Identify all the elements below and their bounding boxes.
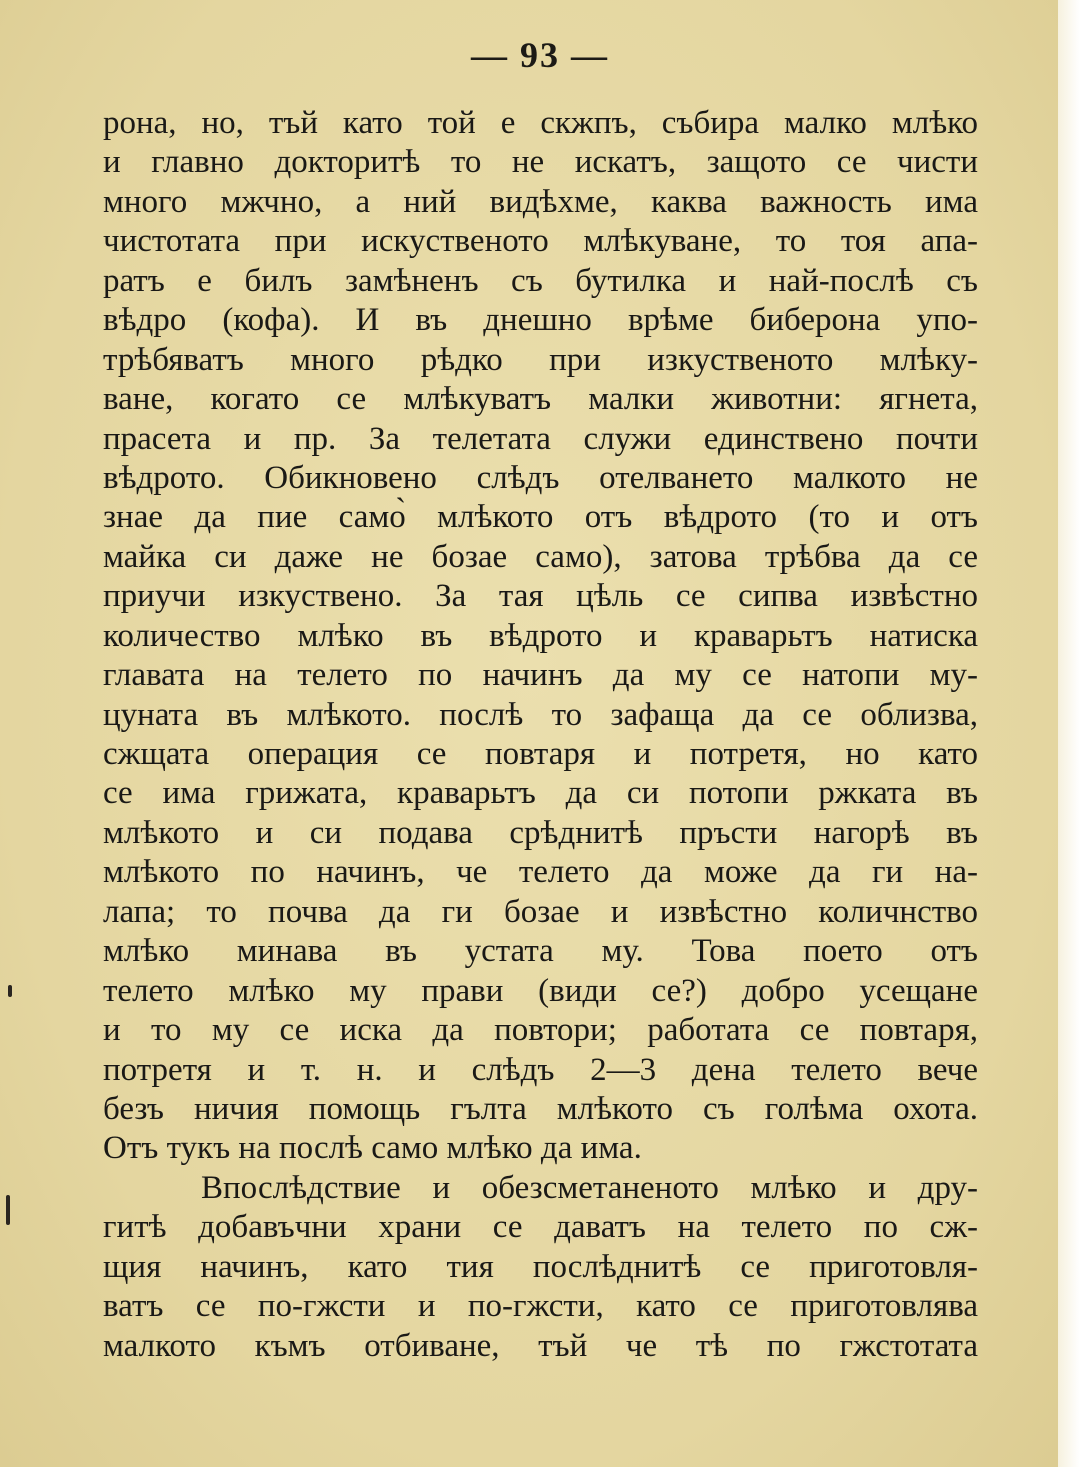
text-line: чистотата при искуственото млѣкуване, то тоя апа- (103, 223, 978, 260)
text-line: много мжчно, а ний видѣхме, каква важность има (103, 183, 978, 220)
text-line: ватъ се по-гжсти и по-гжсти, като се приготовлява (103, 1288, 978, 1325)
text-line: знае да пие само̀ млѣкото отъ вѣдрото (то и отъ (103, 499, 978, 536)
text-line: млѣкото по начинъ, че телето да може да ги на- (103, 854, 978, 891)
text-line: ратъ е билъ замѣненъ съ бутилка и най-послѣ съ (103, 262, 978, 299)
text-line: щия начинъ, като тия послѣднитѣ се приготовля- (103, 1248, 978, 1285)
text-line: количество млѣко въ вѣдрото и краварьтъ натиска (103, 617, 978, 654)
text-line: гитѣ добавъчни храни се даватъ на телето по сж- (103, 1209, 978, 1246)
text-line: вѣдро (кофа). И въ днешно врѣме биберона упо- (103, 302, 978, 339)
text-line: главата на телето по начинъ да му се натопи му- (103, 657, 978, 694)
text-line: лапа; то почва да ги бозае и извѣстно количнство (103, 893, 978, 930)
text-line: безъ ничия помощь гълта млѣкото съ голѣма охота. (103, 1090, 978, 1127)
text-line: малкото къмъ отбиване, тъй че тѣ по гжстотата (103, 1327, 978, 1364)
paragraph-start-line: Впослѣдствие и обезсметаненото млѣко и дру- (201, 1169, 978, 1206)
text-line: се има грижата, краварьтъ да си потопи ржката въ (103, 775, 978, 812)
text-line: ване, когато се млѣкуватъ малки животни: ягнета, (103, 381, 978, 418)
text-line: трѣбяватъ много рѣдко при изкуственото млѣку- (103, 341, 978, 378)
text-line: приучи изкуствено. За тая цѣль се сипва извѣстно (103, 578, 978, 615)
text-line: и то му се иска да повтори; работата се повтаря, (103, 1012, 978, 1049)
text-line: вѣдрото. Обикновено слѣдъ отелването малкото не (103, 459, 978, 496)
text-line: цуната въ млѣкото. послѣ то зафаща да се облизва, (103, 696, 978, 733)
text-line: и главно докторитѣ то не искатъ, защото се чисти (103, 144, 978, 181)
body-text (103, 104, 978, 1366)
text-line: телето млѣко му прави (види се?) добро усещане (103, 972, 978, 1009)
page-number: — 93 — (471, 35, 609, 75)
ink-speck (8, 985, 12, 997)
ink-speck (6, 1195, 10, 1225)
text-line: рона, но, тъй като той е скжпъ, събира малко млѣко (103, 105, 978, 141)
text-line: млѣко минава въ устата му. Това поето отъ (103, 933, 978, 970)
text-line: сжщата операция се повтаря и потретя, но като (103, 736, 978, 772)
text-line: млѣкото и си подава срѣднитѣ пръсти нагорѣ въ (103, 814, 978, 851)
text-line: прасета и пр. За телетата служи единствено почти (103, 420, 978, 457)
text-line: потретя и т. н. и слѣдъ 2—3 дена телето вече (103, 1051, 978, 1088)
paragraph-end-line: Отъ тукъ на послѣ само млѣко да има. (103, 1130, 642, 1167)
text-line: майка си даже не бозае само), затова трѣбва да се (103, 538, 978, 575)
page-margin-edge (1058, 0, 1080, 1467)
